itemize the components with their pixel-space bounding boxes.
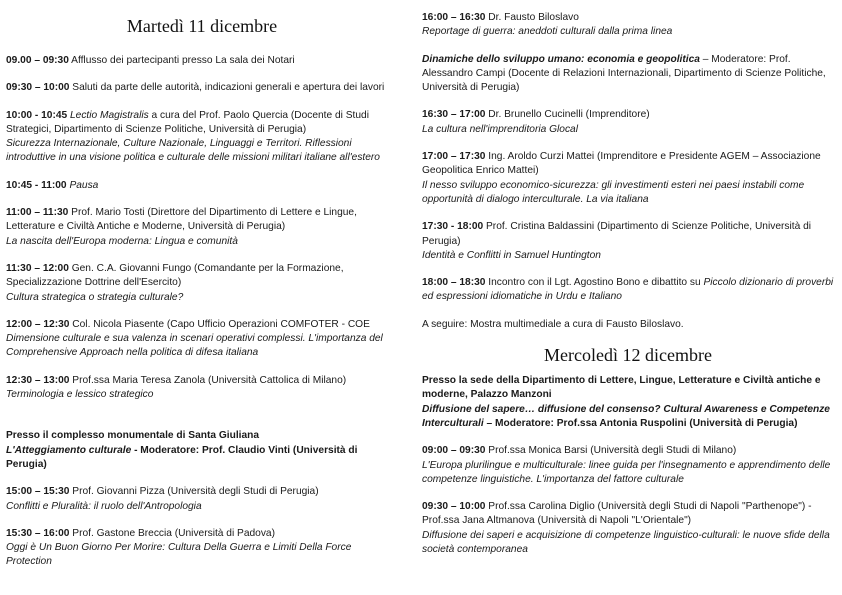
program-entry [6,318,398,361]
program-entry [6,262,398,305]
entry-subtitle: Dimensione culturale e sua valenza in scenari operativi complessi. L'importanza del Comprehensive Approach nella politica di difesa italiana [6,333,383,359]
entry-time: 10:00 - 10:45 [6,109,68,121]
session-header [6,429,398,472]
entry-subtitle: Sicurezza Internazionale, Culture Nazionale, Linguaggi e Territori. Riflessioni introduttive in una visione politica e culturale delle missioni militari italiane all'estero [6,138,380,164]
entry-time: 18:00 – 18:30 [422,277,486,289]
entry-text: Prof. Cristina Baldassini (Dipartimento di Scienze Politiche, Università di Perugia) [422,221,812,247]
entry-subtitle: Diffusione dei saperi e acquisizione di competenze linguistico-culturali: le nuove sfide della società contemporanea [422,529,830,556]
entry-time: 09:30 – 10:00 [6,82,70,94]
entry-time: 11:00 – 11:30 [6,207,69,219]
program-entry [6,179,398,193]
entry-title: Lectio Magistralis [67,109,149,121]
program-entry [6,374,398,403]
entry-time: 09.00 – 09:30 [6,55,69,66]
entry-text: a cura del Prof. Paolo Quercia (Docente di Studi Strategici, Dipartimento di Scienze Politiche, Università di Perugia) [6,109,369,135]
program-entry [422,500,834,557]
entry-text: A seguire: Mostra multimediale a cura di Fausto Biloslavo. [422,318,684,330]
entry-subtitle: Oggi è Un Buon Giorno Per Morire: Cultura Della Guerra e Limiti Della Force Protection [6,542,352,568]
entry-text: Gen. C.A. Giovanni Fungo (Comandante per la Formazione, Specializzazione Dottrine dell'Esercito) [6,262,344,289]
entry-time: 09:00 – 09:30 [422,445,486,457]
entry-time: 15:00 – 15:30 [6,486,70,498]
entry-text: Incontro con il Lgt. Agostino Bono e dibattito su [485,277,704,289]
entry-time: 16:00 – 16:30 [422,12,486,23]
program-entry [422,220,834,263]
entry-text: Prof. Gastone Breccia (Università di Padova) [69,527,275,539]
entry-time: 16:30 – 17:00 [422,109,486,121]
session-title-wrap [422,403,834,432]
program-entry [6,81,398,95]
program-entry [422,108,834,137]
entry-subtitle: Cultura strategica o strategia culturale? [6,291,184,303]
entry-text: Dr. Brunello Cucinelli (Imprenditore) [485,109,650,121]
entry-text: Prof.ssa Maria Teresa Zanola (Università Cattolica di Milano) [69,374,347,386]
entry-text: Dr. Fausto Biloslavo [485,12,579,23]
entry-time: 12:30 – 13:00 [6,374,70,386]
entry-subtitle: L'Europa plurilingue e multiculturale: linee guida per l'insegnamento e apprendimento delle competenze linguistiche. L'importanza del fattore culturale [422,459,831,485]
session-moderator: – Moderatore: Prof. Alessandro Campi (Docente di Relazioni Internazionali, Dipartimento di Scienze Politiche, Università di Perugia) [422,53,826,94]
entry-subtitle: Reportage di guerra: aneddoti culturali dalla prima linea [422,26,673,38]
program-entry [422,276,834,305]
left-column [6,0,398,583]
program-entry [422,11,834,40]
entry-text: Afflusso dei partecipanti presso La sala dei Notari [68,55,295,66]
session-header [422,53,834,96]
entry-text: Ing. Aroldo Curzi Mattei (Imprenditore e Presidente AGEM – Associazione Geopolitica Enrico Mattei) [422,151,821,177]
session-header [422,374,834,431]
program-entry [6,206,398,249]
session-title: L'Atteggiamento culturale [6,444,132,456]
entry-title: Piccolo dizionario di proverbi ed espressioni idiomatiche in Urdu e Italiano [422,277,834,303]
entry-text: Prof. Mario Tosti (Direttore del Dipartimento di Lettere e Lingue, Letterature e Civiltà Antiche e Moderne, Università di Perugia) [6,207,357,233]
entry-subtitle: Conflitti e Pluralità: il ruolo dell'Antropologia [6,500,202,512]
entry-text: Pausa [66,179,99,191]
program-entry [6,54,398,68]
session-venue: Presso la sede della Dipartimento di Lettere, Lingue, Letterature e Civiltà antiche e moderne, Palazzo Manzoni [422,375,821,401]
entry-subtitle: La cultura nell'imprenditoria Glocal [422,123,578,135]
program-entry [422,150,834,207]
entry-text: Prof. Giovanni Pizza (Università degli Studi di Perugia) [69,486,319,498]
session-title: Diffusione del sapere… diffusione del consenso? Cultural Awareness e Competenze Interculturali [422,403,830,429]
program-entry [6,109,398,166]
session-venue: Presso il complesso monumentale di Santa Giuliana [6,430,260,442]
entry-time: 12:00 – 12:30 [6,318,70,330]
entry-text: Saluti da parte delle autorità, indicazioni generali e apertura dei lavori [69,82,385,94]
entry-time: 17:30 - 18:00 [422,221,484,233]
session-title: Dinamiche dello sviluppo umano: economia e geopolitica [422,53,700,65]
entry-subtitle: Terminologia e lessico strategico [6,389,154,401]
program-entry [6,527,398,570]
entry-time: 10:45 - 11:00 [6,179,67,191]
program-entry [422,318,834,332]
program-entry [422,444,834,487]
day-heading-wednesday: Mercoledì 12 dicembre [544,345,712,366]
entry-subtitle: Identità e Conflitti in Samuel Huntington [422,249,601,261]
day-heading-tuesday: Martedì 11 dicembre [126,16,278,36]
entry-text: Col. Nicola Piasente (Capo Ufficio Operazioni COMFOTER - COE [69,318,370,330]
entry-text: Prof.ssa Monica Barsi (Università degli Studi di Milano) [485,445,737,457]
right-column [422,11,834,570]
session-moderator: – Moderatore: Prof.ssa Antonia Ruspolini (Università di Perugia) [483,417,798,429]
entry-subtitle: La nascita dell'Europa moderna: Lingua e comunità [6,235,238,247]
entry-time: 11:30 – 12:00 [6,262,69,274]
entry-subtitle: Il nesso sviluppo economico-sicurezza: gli investimenti esteri nei paesi instabili come opportunità di dialogo interculturale. La via italiana [422,179,805,205]
entry-text: Prof.ssa Carolina Diglio (Università degli Studi di Napoli "Parthenope") - Prof.ssa Jana Altmanova (Università di Napoli "L'Orientale") [422,501,812,527]
entry-time: 17:00 – 17:30 [422,151,486,163]
session-moderator: - Moderatore: Prof. Claudio Vinti (Università di Perugia) [6,444,358,470]
entry-time: 09:30 – 10:00 [422,501,486,513]
entry-time: 15:30 – 16:00 [6,527,70,539]
program-entry [6,485,398,514]
